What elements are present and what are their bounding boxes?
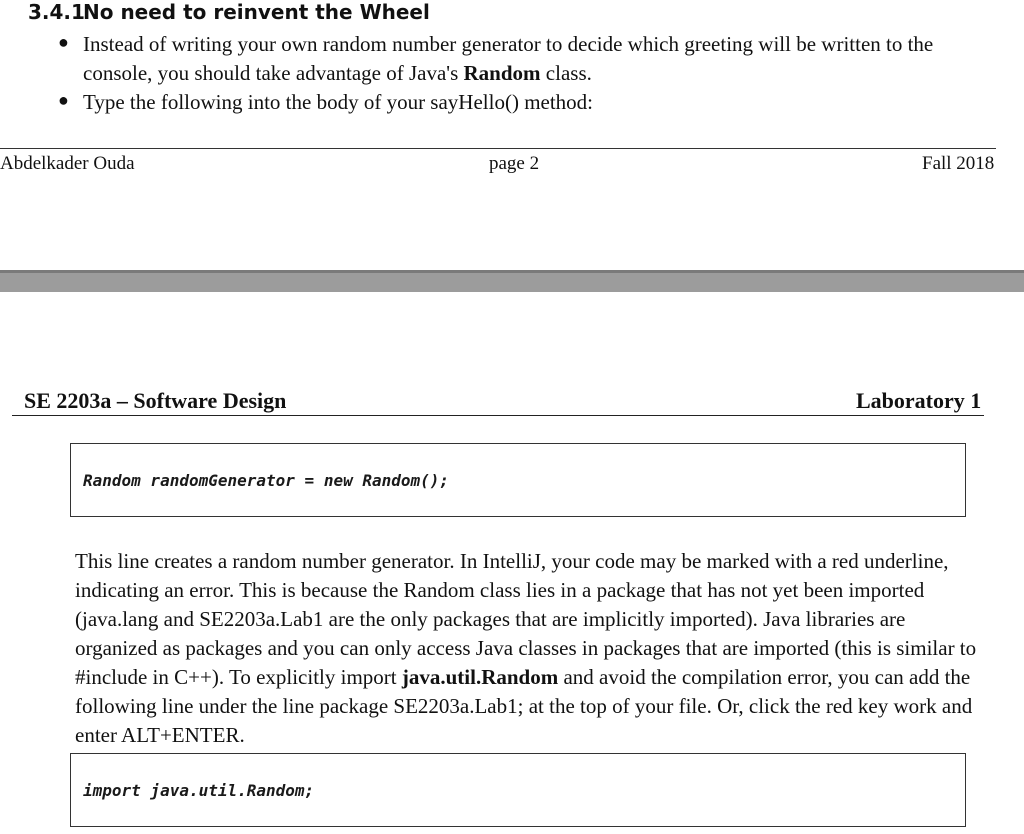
section-heading	[28, 0, 430, 24]
header-lab: Laboratory 1	[856, 388, 982, 413]
section-title: No need to reinvent the Wheel	[83, 0, 430, 24]
code-block-2	[70, 753, 966, 827]
bullet-dot-icon: ●	[58, 32, 69, 52]
bullet-dot-icon: ●	[58, 90, 69, 110]
footer-page-number: page 2	[489, 153, 540, 174]
paragraph-bold: java.util.Random	[401, 665, 559, 689]
header-course: SE 2203a – Software Design	[24, 388, 287, 413]
bullet-1-text: Instead of writing your own random number generator to decide which greeting will be written to the console, you should take advantage of Java's	[83, 32, 934, 85]
page-separator	[0, 270, 1024, 292]
code-line-1: Random randomGenerator = new Random();	[83, 471, 450, 490]
header-rule	[12, 415, 984, 416]
code-line-2: import java.util.Random;	[83, 781, 315, 800]
explanation-paragraph	[75, 547, 990, 750]
footer-rule	[0, 148, 996, 149]
paragraph-suffix: and avoid the compilation error, you can add the following line under the line package SE2203a.Lab1; at the top of your file. Or, click the red key work and enter ALT+ENTER.	[75, 665, 973, 747]
footer-author: Abdelkader Ouda	[0, 153, 135, 174]
bullet-1-suffix: class.	[540, 61, 592, 85]
section-number: 3.4.1	[28, 0, 85, 24]
code-block-1	[70, 443, 966, 517]
bullet-item-2: Type the following into the body of your sayHello() method:	[83, 90, 594, 114]
bullet-1-bold: Random	[463, 61, 541, 85]
bullet-item-1	[83, 30, 983, 88]
footer-term: Fall 2018	[922, 153, 995, 174]
paragraph-text: This line creates a random number generator. In IntelliJ, your code may be marked with a red underline, indicating an error. This is because the Random class lies in a package that has not yet been imported (java.lang and SE2203a.Lab1 are the only packages that are implicitly imported). Java libraries are organized as packages and you can only access Java classes in packages that are imported (this is similar to #include in C++). To explicitly import	[75, 549, 977, 689]
